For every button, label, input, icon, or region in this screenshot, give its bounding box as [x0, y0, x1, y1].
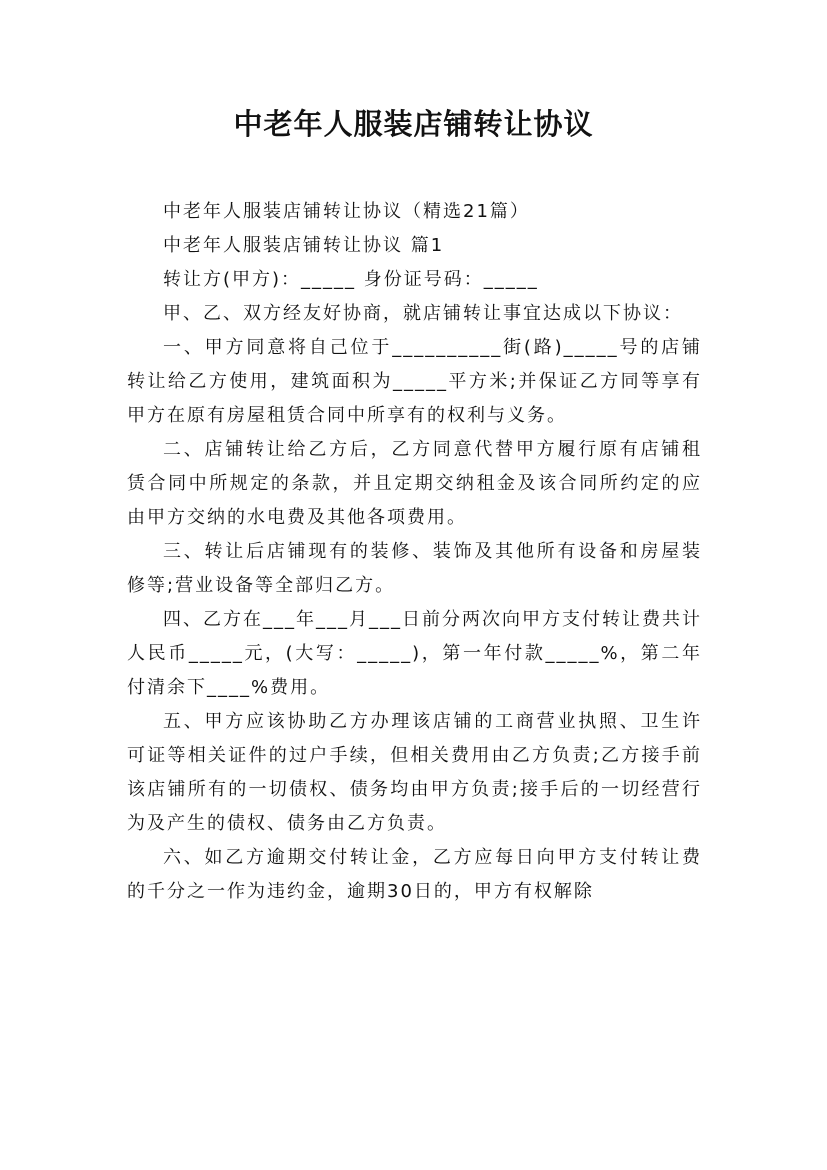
paragraph-clause-5: 五、甲方应该协助乙方办理该店铺的工商营业执照、卫生许可证等相关证件的过户手续，但相关费用由乙方负责;乙方接手前该店铺所有的一切债权、债务均由甲方负责;接手后的一切经营行为及产生的债权、债务由乙方负责。	[127, 711, 702, 834]
paragraph-preamble: 甲、乙、双方经友好协商，就店铺转让事宜达成以下协议：	[163, 303, 683, 324]
paragraph-section-heading: 中老年人服装店铺转让协议 篇1	[163, 235, 445, 256]
paragraph-transferor: 转让方(甲方)：_____ 身份证号码：_____	[163, 269, 539, 290]
paragraph-clause-1: 一、甲方同意将自己位于__________街(路)_____号的店铺转让给乙方使用，建筑面积为_____平方米;并保证乙方同等享有甲方在原有房屋租赁合同中所享有的权利与义务。	[127, 337, 702, 426]
paragraph-clause-4: 四、乙方在___年___月___日前分两次向甲方支付转让费共计人民币_____元，(大写：_____)，第一年付款_____%，第二年付清余下____%费用。	[127, 609, 702, 698]
paragraph-subtitle: 中老年人服装店铺转让协议（精选21篇）	[163, 201, 530, 222]
paragraph-clause-2: 二、店铺转让给乙方后，乙方同意代替甲方履行原有店铺租赁合同中所规定的条款，并且定期交纳租金及该合同所约定的应由甲方交纳的水电费及其他各项费用。	[127, 439, 702, 528]
paragraph-clause-6: 六、如乙方逾期交付转让金，乙方应每日向甲方支付转让费的千分之一作为违约金，逾期30日的，甲方有权解除	[127, 847, 702, 902]
paragraph-clause-3: 三、转让后店铺现有的装修、装饰及其他所有设备和房屋装修等;营业设备等全部归乙方。	[127, 541, 702, 596]
document-title: 中老年人服装店铺转让协议	[233, 107, 594, 141]
document-body	[127, 195, 702, 909]
